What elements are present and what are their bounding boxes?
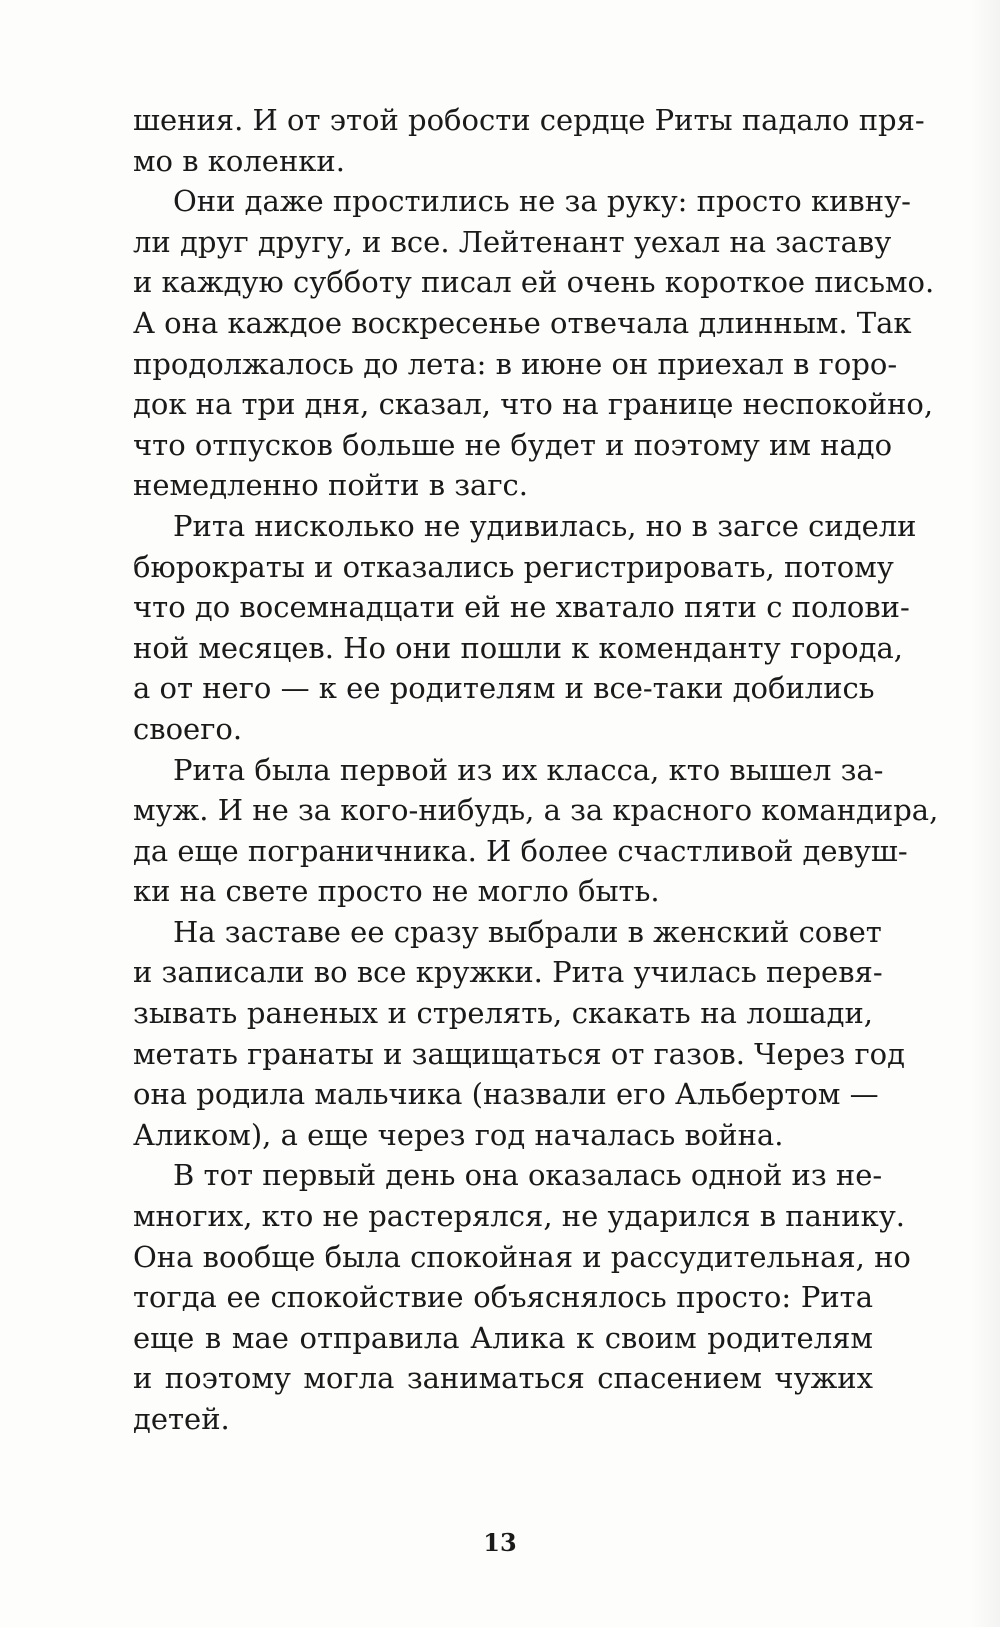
text-line: бюрократы и отказались регистрировать, потому <box>133 549 894 584</box>
text-line: муж. И не за кого-нибудь, а за красного командира, <box>133 793 939 828</box>
text-line: своего. <box>133 711 243 746</box>
text-line: тогда ее спокойствие объяснялось просто: Рита <box>133 1280 873 1315</box>
text-line: еще в мае отправила Алика к своим родителям <box>133 1320 873 1355</box>
text-line: А она каждое воскресенье отвечала длинным. Так <box>133 305 912 340</box>
text-line: шения. И от этой робости сердце Риты падало пря- <box>133 103 925 137</box>
text-line: что до восемнадцати ей не хватало пяти с полови- <box>133 590 910 625</box>
text-line: На заставе ее сразу выбрали в женский совет <box>173 914 882 949</box>
page-edge-shadow <box>970 0 1000 1627</box>
text-line: мо в коленки. <box>133 143 345 178</box>
text-line: Она вообще была спокойная и рассудительная, но <box>133 1239 911 1274</box>
text-line: и каждую субботу писал ей очень короткое письмо. <box>133 265 935 300</box>
text-line: что отпусков больше не будет и поэтому им надо <box>133 427 893 462</box>
text-line: многих, кто не растерялся, не ударился в панику. <box>133 1199 905 1234</box>
text-line: продолжалось до лета: в июне он приехал в горо- <box>133 346 898 381</box>
text-line: Рита была первой из их класса, кто вышел за- <box>173 752 884 787</box>
text-line: Они даже простились не за руку: просто кивну- <box>173 184 911 219</box>
text-line: и поэтому могла заниматься спасением чужих <box>133 1361 873 1396</box>
text-line: зывать раненых и стрелять, скакать на лошади, <box>133 996 873 1031</box>
text-line: она родила мальчика (назвали его Альбертом — <box>133 1077 879 1112</box>
text-line: и записали во все кружки. Рита училась перевя- <box>133 955 883 990</box>
text-line: ки на свете просто не могло быть. <box>133 874 660 909</box>
body-text <box>133 100 939 1440</box>
text-line: а от него — к ее родителям и все-таки добились <box>133 671 875 706</box>
text-line: Рита нисколько не удивилась, но в загсе сидели <box>173 508 917 543</box>
text-line: Аликом), а еще через год началась война. <box>133 1117 784 1152</box>
text-line: метать гранаты и защищаться от газов. Через год <box>133 1036 905 1071</box>
text-line: ли друг другу, и все. Лейтенант уехал на заставу <box>133 224 892 259</box>
text-line: ной месяцев. Но они пошли к коменданту города, <box>133 630 904 665</box>
text-line: В тот первый день она оказалась одной из не- <box>173 1158 883 1193</box>
page-number: 13 <box>483 1528 517 1557</box>
text-line: док на три дня, сказал, что на границе неспокойно, <box>133 387 934 422</box>
text-line: детей. <box>133 1402 230 1436</box>
text-line: да еще пограничника. И более счастливой девуш- <box>133 833 908 868</box>
text-line: немедленно пойти в загс. <box>133 468 528 503</box>
